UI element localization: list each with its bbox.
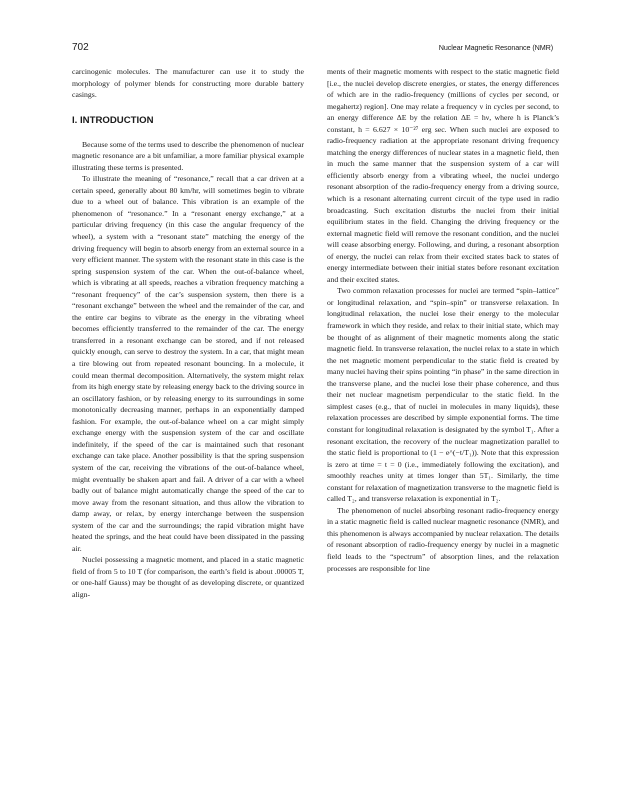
running-head: Nuclear Magnetic Resonance (NMR) (438, 43, 553, 52)
paragraph: Two common relaxation processes for nuclei are termed “spin–lattice” or longitudinal relaxation, and “spin–spin” or transverse relaxation. In longitudinal relaxation, the nuclei lose their energy to the molecular framework in which they reside, and relax to their initial state, which may be thought of as alignment of their magnetic moments along the static magnetic field. In transverse relaxation, the nuclei relax to a state in which the net magnetic moment perpendicular to the static field is created by many nuclei having their spins pointing “in phase” in the same direction in the transverse plane, and the nuclei lose their phase coherence, and thus their net nuclear magnetism perpendicular to the static field. In the simplest cases (e.g., that of nuclei in molecules in many liquids), these relaxation processes are described by simple exponential forms. The time constant for longitudinal relaxation is designated by the symbol T₁. After a resonant excitation, the recovery of the nuclear magnetization parallel to the static field is proportional to (1 − e^(−t/T₁)). Note that this expression is zero at time = t = 0 (i.e., immediately following the excitation), and smoothly reaches unity at times longer than 5T₁. Similarly, the time constant for relaxation of magnetization transverse to the magnetic field is called T₂, and transverse relaxation is exponential in T₂. (327, 286, 560, 504)
paragraph: carcinogenic molecules. The manufacturer can use it to study the morphology of polymer blends for constructing more durable battery casings. (72, 67, 304, 100)
page-header (72, 42, 553, 56)
section-heading: I. INTRODUCTION (72, 114, 154, 126)
paragraph: The phenomenon of nuclei absorbing resonant radio-frequency energy in a static magnetic field is called nuclear magnetic resonance (NMR), and this phenomenon is always accompanied by nuclear relaxation. The details of resonant absorption of radio-frequency energy by nuclei in a magnetic field leads to the “spectrum” of absorption lines, and the relaxation processes are responsible for line (327, 505, 559, 573)
paragraph: ments of their magnetic moments with respect to the static magnetic field [i.e., the nuclei develop discrete energies, or states, the energy differences of which are in the radio-frequency (millions of cycles per second, or megahertz) region]. One may relate a frequency ν in cycles per second, to an energy difference ΔE by the relation ΔE = hν, where h is Planck’s constant, h = 6.627 × 10⁻²⁷ erg sec. When such nuclei are exposed to radio-frequency radiation at the appropriate resonant driving frequency matching the energy differences of nuclear states in a magnetic field, then in much the same manner that the suspension system of a car will efficiently absorb energy from a vibrating wheel, the nuclei undergo resonant absorption of the radio-frequency energy from a driving source, which is a resonant alternating current circuit of the type used in radio broadcasting. Such excitation disturbs the nuclei from their initial equilibrium states in the field. Changing the driving frequency or the external magnetic field will remove the resonant condition, and the nuclei will cease absorbing energy. Following, and during, a resonant absorption of energy, the nuclei can relax from their excited states back to states of energy intermediate between their initial states before resonant excitation and their excited states. (327, 67, 559, 284)
page-number: 702 (72, 42, 89, 53)
paragraph: Because some of the terms used to describe the phenomenon of nuclear magnetic resonance are a bit unfamiliar, a more familiar physical example illustrating these terms is presented. (72, 139, 304, 172)
left-column (72, 66, 304, 601)
right-column (327, 66, 559, 574)
paragraph: Nuclei possessing a magnetic moment, and placed in a static magnetic field of from 5 to 10 T (for comparison, the earth’s field is about .00005 T, or one-half Gauss) may be thought of as developing discrete, or quantized align- (72, 555, 304, 599)
paragraph: To illustrate the meaning of “resonance,” recall that a car driven at a certain speed, generally about 80 km/hr, will sometimes begin to vibrate due to a wheel out of balance. This vibration is an example of the phenomenon of “resonance.” In a “resonant energy exchange,” at a particular driving frequency (in this case the angular frequency of the wheel), a system with a “resonant state” matching the energy of the driving frequency will begin to absorb energy from an external source in a very efficient manner. The system with the resonant state in this case is the spring suspension system of the car. When the out-of-balance wheel, which is vibrating at all speeds, reaches a vibration frequency matching a “resonant frequency” of the car’s suspension system, then there is a “resonant exchange” between the wheel and the remainder of the car, and the entire car begins to vibrate as the energy in the vibrating wheel becomes efficiently transferred to the remainder of the car. The energy transferred in a resonant exchange can be stored, and if not released quickly enough, can serve to destroy the system. In a car, that might mean a tire blowing out from repeated resonant bouncing. In a molecule, it could mean thermal decomposition. Alternatively, the system might relax from its high energy state by releasing energy back to the driving source in an oscillatory fashion, or by releasing energy to its surroundings in some monotonically decreasing manner, perhaps in an exponentially damped fashion. For example, the out-of-balance wheel on a car might simply exchange energy with the suspension system of the car and oscillate indefinitely, if the speed of the car is maintained such that resonant exchange can take place. Another possibility is that the spring suspension system of the car, receiving the vibrations of the out-of-balance wheel, might eventually be shaken apart and fail. A driver of a car with a wheel badly out of balance might automatically change the speed of the car to move away from the resonant situation, and thus allow the vibration to damp away, or relax, by energy interchange between the suspension system of the car and the surroundings; the rapid vibration might have heated the springs, and the heat could have been dissipated in the passing air. (72, 174, 304, 553)
